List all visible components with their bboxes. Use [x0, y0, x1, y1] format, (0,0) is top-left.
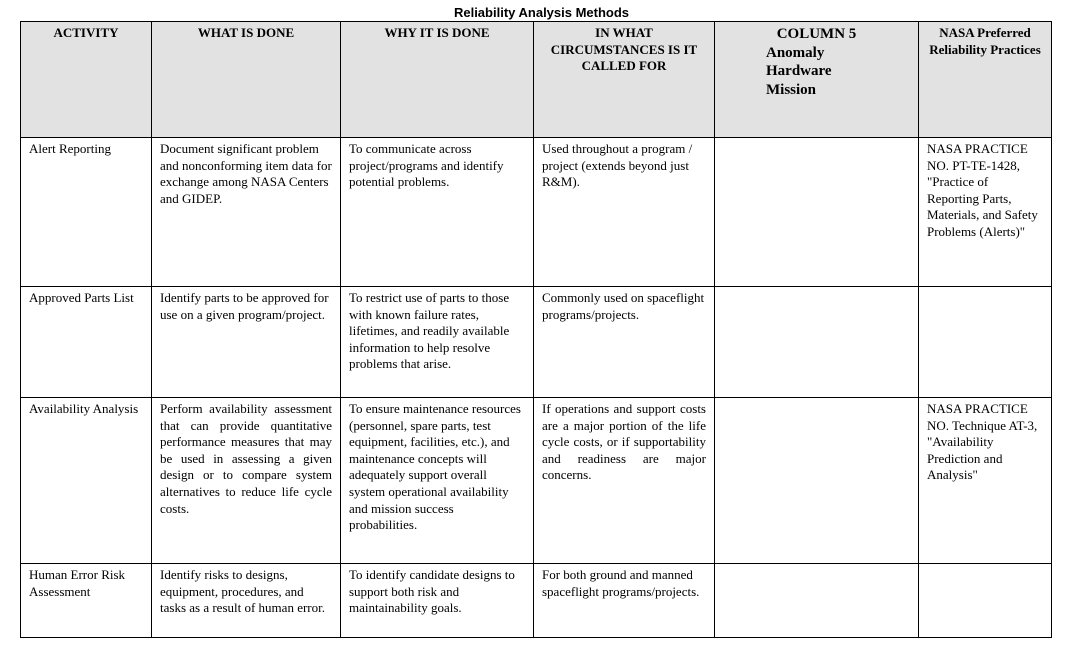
cell-nasa [919, 564, 1052, 638]
header-column-5-mission: Mission [766, 81, 817, 98]
header-column-5 [715, 22, 919, 138]
header-column-5-anomaly: Anomaly [766, 44, 825, 61]
header-row [21, 22, 1052, 138]
cell-activity: Human Error Risk Assessment [21, 564, 152, 638]
header-activity: ACTIVITY [21, 22, 152, 138]
cell-why: To restrict use of parts to those with known failure rates, lifetimes, and readily available information to help resolve problems that arise. [341, 287, 534, 398]
header-column-5-title: COLUMN 5 [776, 26, 857, 42]
document-title: Reliability Analysis Methods [453, 5, 630, 20]
header-column-5-hardware: Hardware [766, 63, 832, 79]
cell-nasa [919, 287, 1052, 398]
table-row [21, 564, 1052, 638]
cell-nasa: NASA PRACTICE NO. Technique AT-3, "Availability Prediction and Analysis" [919, 398, 1052, 564]
cell-circumstances: Used throughout a program / project (extends beyond just R&M). [534, 138, 715, 287]
cell-activity: Availability Analysis [21, 398, 152, 564]
table-row [21, 138, 1052, 287]
header-why-it-is-done: WHY IT IS DONE [341, 22, 534, 138]
cell-what: Document significant problem and nonconforming item data for exchange among NASA Centers and GIDEP. [152, 138, 341, 287]
cell-activity: Approved Parts List [21, 287, 152, 398]
cell-what: Identify parts to be approved for use on a given program/project. [152, 287, 341, 398]
cell-what: Perform availability assessment that can provide quantitative performance measures that may be used in assessing a given design or to compare system alternatives to reduce life cycle costs. [152, 398, 341, 564]
cell-column-5 [715, 287, 919, 398]
cell-why: To identify candidate designs to support both risk and maintainability goals. [341, 564, 534, 638]
cell-column-5 [715, 564, 919, 638]
header-what-is-done: WHAT IS DONE [152, 22, 341, 138]
cell-what: Identify risks to designs, equipment, procedures, and tasks as a result of human error. [152, 564, 341, 638]
cell-circumstances: Commonly used on spaceflight programs/projects. [534, 287, 715, 398]
cell-circumstances: For both ground and manned spaceflight programs/projects. [534, 564, 715, 638]
table-row [21, 287, 1052, 398]
cell-circumstances: If operations and support costs are a major portion of the life cycle costs, or if supportability and readiness are major concerns. [534, 398, 715, 564]
cell-why: To communicate across project/programs and identify potential problems. [341, 138, 534, 287]
cell-activity: Alert Reporting [21, 138, 152, 287]
header-circumstances: IN WHAT CIRCUMSTANCES IS IT CALLED FOR [534, 22, 715, 138]
cell-why: To ensure maintenance resources (personnel, spare parts, test equipment, facilities, etc.), and maintenance concepts will adequately support overall system operational availability and mission success probabilities. [341, 398, 534, 564]
cell-nasa: NASA PRACTICE NO. PT-TE-1428, "Practice of Reporting Parts, Materials, and Safety Problems (Alerts)" [919, 138, 1052, 287]
reliability-methods-table [20, 21, 1052, 638]
table-row [21, 398, 1052, 564]
header-nasa-practices: NASA Preferred Reliability Practices [919, 22, 1052, 138]
cell-column-5 [715, 138, 919, 287]
cell-column-5 [715, 398, 919, 564]
